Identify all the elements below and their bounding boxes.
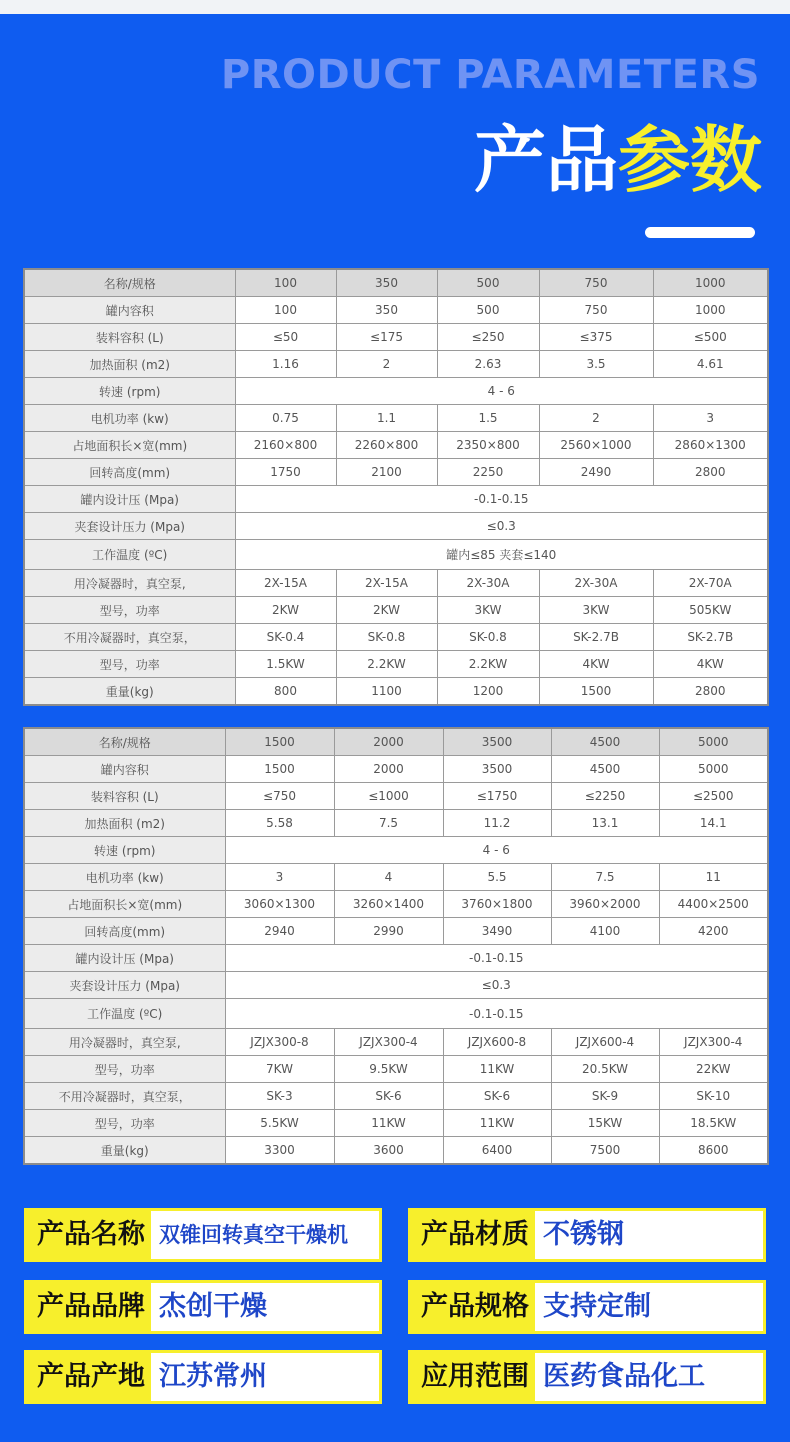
info-key: 产品名称 — [27, 1211, 151, 1259]
table-cell: 2000 — [334, 756, 443, 783]
table-cell: 3600 — [334, 1137, 443, 1165]
table-cell-merged: 罐内≤85 夹套≤140 — [235, 540, 768, 570]
info-value: 杰创干燥 — [151, 1283, 379, 1331]
table-row — [24, 597, 768, 624]
table-row — [24, 378, 768, 405]
table-row — [24, 297, 768, 324]
table-cell: 5000 — [659, 756, 768, 783]
table-cell: ≤1000 — [334, 783, 443, 810]
row-label: 重量(kg) — [24, 1137, 225, 1165]
table-cell: 1000 — [653, 269, 768, 297]
table-cell: ≤1750 — [443, 783, 551, 810]
table-cell: 2X-15A — [336, 570, 437, 597]
table-cell: 2X-30A — [437, 570, 539, 597]
row-label: 工作温度 (ºC) — [24, 999, 225, 1029]
table-cell: SK-6 — [443, 1083, 551, 1110]
row-label: 型号，功率 — [24, 651, 235, 678]
info-value: 医药食品化工 — [535, 1353, 763, 1401]
table-row — [24, 756, 768, 783]
table-cell: 2160×800 — [235, 432, 336, 459]
row-label: 用冷凝器时，真空泵, — [24, 1029, 225, 1056]
row-label: 夹套设计压力 (Mpa) — [24, 972, 225, 999]
table-cell: 2 — [539, 405, 653, 432]
table-cell: 5.5KW — [225, 1110, 334, 1137]
table-cell-merged: -0.1-0.15 — [235, 486, 768, 513]
table-cell: ≤500 — [653, 324, 768, 351]
table-cell: 9.5KW — [334, 1056, 443, 1083]
spec-table-1 — [23, 268, 769, 706]
table-cell: 2100 — [336, 459, 437, 486]
table-cell: 2260×800 — [336, 432, 437, 459]
table-cell: 14.1 — [659, 810, 768, 837]
title-cn-yellow: 参数 — [617, 118, 762, 202]
table-cell: 4500 — [551, 728, 659, 756]
table-cell: 11KW — [443, 1056, 551, 1083]
section-title-en: PRODUCT PARAMETERS — [220, 52, 760, 98]
table-cell: 22KW — [659, 1056, 768, 1083]
table-cell: 1500 — [225, 756, 334, 783]
table-cell-merged: ≤0.3 — [235, 513, 768, 540]
table-cell: 4KW — [653, 651, 768, 678]
table-cell: ≤250 — [437, 324, 539, 351]
table-row — [24, 405, 768, 432]
info-key: 产品材质 — [411, 1211, 535, 1259]
title-cn-white: 产品 — [473, 118, 618, 202]
table-cell: 3500 — [443, 756, 551, 783]
table-cell: 2.2KW — [437, 651, 539, 678]
table-cell: 3490 — [443, 918, 551, 945]
table-cell: 1.5 — [437, 405, 539, 432]
table-cell: 1000 — [653, 297, 768, 324]
table-cell: JZJX600-4 — [551, 1029, 659, 1056]
table-row — [24, 783, 768, 810]
table-row — [24, 1029, 768, 1056]
table-cell: 1.5KW — [235, 651, 336, 678]
table-cell: ≤175 — [336, 324, 437, 351]
table-cell: 2 — [336, 351, 437, 378]
info-key: 产品规格 — [411, 1283, 535, 1331]
row-label: 工作温度 (ºC) — [24, 540, 235, 570]
table-cell: 2KW — [235, 597, 336, 624]
table-row — [24, 1137, 768, 1165]
table-cell: 5.58 — [225, 810, 334, 837]
table-cell: 0.75 — [235, 405, 336, 432]
table-cell: 500 — [437, 297, 539, 324]
table-cell: 3760×1800 — [443, 891, 551, 918]
table-cell: 11KW — [334, 1110, 443, 1137]
table-cell: 100 — [235, 297, 336, 324]
table-cell: SK-0.8 — [336, 624, 437, 651]
table-cell: SK-6 — [334, 1083, 443, 1110]
table-row — [24, 837, 768, 864]
table-header-row — [24, 269, 768, 297]
table-row — [24, 999, 768, 1029]
row-label: 型号，功率 — [24, 1056, 225, 1083]
table-cell: 2KW — [336, 597, 437, 624]
table-cell: 100 — [235, 269, 336, 297]
row-label: 转速 (rpm) — [24, 837, 225, 864]
table-row — [24, 1056, 768, 1083]
table-cell: 500 — [437, 269, 539, 297]
table-cell: 1500 — [539, 678, 653, 706]
table-cell-merged: 4 - 6 — [225, 837, 768, 864]
table-row — [24, 540, 768, 570]
table-cell: 2250 — [437, 459, 539, 486]
table-cell: 4400×2500 — [659, 891, 768, 918]
table-cell: 2.2KW — [336, 651, 437, 678]
info-key: 应用范围 — [411, 1353, 535, 1401]
row-label: 不用冷凝器时，真空泵， — [24, 1083, 225, 1110]
table-cell: 2490 — [539, 459, 653, 486]
row-label: 名称/规格 — [24, 728, 225, 756]
table-cell: 4.61 — [653, 351, 768, 378]
table-cell: 3KW — [539, 597, 653, 624]
table-cell: 750 — [539, 297, 653, 324]
table-cell-merged: ≤0.3 — [225, 972, 768, 999]
table-cell: 350 — [336, 297, 437, 324]
table-row — [24, 624, 768, 651]
table-row — [24, 891, 768, 918]
info-product-material — [408, 1208, 766, 1262]
info-product-origin — [24, 1350, 382, 1404]
table-cell: 2560×1000 — [539, 432, 653, 459]
table-cell: 3.5 — [539, 351, 653, 378]
table-cell: 2940 — [225, 918, 334, 945]
row-label: 转速 (rpm) — [24, 378, 235, 405]
table-row — [24, 651, 768, 678]
row-label: 不用冷凝器时，真空泵， — [24, 624, 235, 651]
table-cell: JZJX300-4 — [659, 1029, 768, 1056]
row-label: 罐内设计压 (Mpa) — [24, 486, 235, 513]
table-cell: 3060×1300 — [225, 891, 334, 918]
table-cell: SK-3 — [225, 1083, 334, 1110]
table-cell: 350 — [336, 269, 437, 297]
table-cell: 3KW — [437, 597, 539, 624]
table-cell-merged: -0.1-0.15 — [225, 999, 768, 1029]
row-label: 占地面积长×宽(mm) — [24, 891, 225, 918]
table-row — [24, 459, 768, 486]
table-cell: 1200 — [437, 678, 539, 706]
row-label: 电机功率 (kw) — [24, 864, 225, 891]
table-cell: JZJX300-8 — [225, 1029, 334, 1056]
table-cell: 2X-30A — [539, 570, 653, 597]
table-cell: 20.5KW — [551, 1056, 659, 1083]
table-cell: 2X-15A — [235, 570, 336, 597]
table-cell: 11 — [659, 864, 768, 891]
table-cell: 15KW — [551, 1110, 659, 1137]
table-cell: SK-2.7B — [653, 624, 768, 651]
table-cell: 2860×1300 — [653, 432, 768, 459]
table-cell: 11KW — [443, 1110, 551, 1137]
table-cell: 2000 — [334, 728, 443, 756]
row-label: 回转高度(mm) — [24, 459, 235, 486]
table-cell: 3260×1400 — [334, 891, 443, 918]
row-label: 罐内容积 — [24, 756, 225, 783]
table-cell: ≤375 — [539, 324, 653, 351]
table-cell: 4KW — [539, 651, 653, 678]
table-cell: 11.2 — [443, 810, 551, 837]
row-label: 加热面积 (m2) — [24, 810, 225, 837]
info-value: 双锥回转真空干燥机 — [151, 1211, 379, 1259]
table-row — [24, 570, 768, 597]
table-cell: 2800 — [653, 678, 768, 706]
table-cell: ≤2250 — [551, 783, 659, 810]
info-key: 产品产地 — [27, 1353, 151, 1401]
section-title-cn — [474, 118, 762, 202]
table-row — [24, 324, 768, 351]
table-cell: 3960×2000 — [551, 891, 659, 918]
info-product-name — [24, 1208, 382, 1262]
table-cell: 2.63 — [437, 351, 539, 378]
table-cell: SK-9 — [551, 1083, 659, 1110]
info-value: 支持定制 — [535, 1283, 763, 1331]
row-label: 型号，功率 — [24, 597, 235, 624]
table-cell: 7500 — [551, 1137, 659, 1165]
table-cell: 750 — [539, 269, 653, 297]
table-cell: 2800 — [653, 459, 768, 486]
table-cell: ≤50 — [235, 324, 336, 351]
table-cell: 4100 — [551, 918, 659, 945]
row-label: 装料容积 (L) — [24, 324, 235, 351]
table-row — [24, 513, 768, 540]
table-cell: SK-0.8 — [437, 624, 539, 651]
row-label: 型号，功率 — [24, 1110, 225, 1137]
spec-table-2 — [23, 727, 769, 1165]
table-cell: 7KW — [225, 1056, 334, 1083]
row-label: 名称/规格 — [24, 269, 235, 297]
table-cell: 18.5KW — [659, 1110, 768, 1137]
row-label: 用冷凝器时，真空泵, — [24, 570, 235, 597]
table-cell: 1.1 — [336, 405, 437, 432]
table-cell: ≤750 — [225, 783, 334, 810]
table-row — [24, 864, 768, 891]
table-row — [24, 486, 768, 513]
table-row — [24, 918, 768, 945]
row-label: 夹套设计压力 (Mpa) — [24, 513, 235, 540]
table-cell: 5.5 — [443, 864, 551, 891]
table-cell-merged: 4 - 6 — [235, 378, 768, 405]
table-cell: 3 — [653, 405, 768, 432]
title-underline-bar — [645, 227, 755, 238]
row-label: 加热面积 (m2) — [24, 351, 235, 378]
table-cell: 5000 — [659, 728, 768, 756]
row-label: 回转高度(mm) — [24, 918, 225, 945]
table-cell: SK-10 — [659, 1083, 768, 1110]
row-label: 重量(kg) — [24, 678, 235, 706]
table-cell: 3500 — [443, 728, 551, 756]
top-strip — [0, 0, 790, 14]
table-row — [24, 678, 768, 706]
table-cell: 7.5 — [551, 864, 659, 891]
table-cell: 3300 — [225, 1137, 334, 1165]
table-cell: 4 — [334, 864, 443, 891]
table-row — [24, 810, 768, 837]
table-row — [24, 1110, 768, 1137]
table-cell: SK-2.7B — [539, 624, 653, 651]
table-row — [24, 945, 768, 972]
row-label: 占地面积长×宽(mm) — [24, 432, 235, 459]
info-application-scope — [408, 1350, 766, 1404]
table-row — [24, 432, 768, 459]
table-cell: 800 — [235, 678, 336, 706]
table-cell: 8600 — [659, 1137, 768, 1165]
table-cell: 505KW — [653, 597, 768, 624]
row-label: 罐内设计压 (Mpa) — [24, 945, 225, 972]
table-cell: 4200 — [659, 918, 768, 945]
table-cell: 6400 — [443, 1137, 551, 1165]
info-product-spec — [408, 1280, 766, 1334]
table-cell: 1500 — [225, 728, 334, 756]
table-cell: 2X-70A — [653, 570, 768, 597]
info-value: 江苏常州 — [151, 1353, 379, 1401]
table-cell: 4500 — [551, 756, 659, 783]
info-value: 不锈钢 — [535, 1211, 763, 1259]
table-cell: 1100 — [336, 678, 437, 706]
info-key: 产品品牌 — [27, 1283, 151, 1331]
table-cell: 2350×800 — [437, 432, 539, 459]
info-product-brand — [24, 1280, 382, 1334]
table-row — [24, 351, 768, 378]
row-label: 电机功率 (kw) — [24, 405, 235, 432]
table-cell: JZJX300-4 — [334, 1029, 443, 1056]
table-cell-merged: -0.1-0.15 — [225, 945, 768, 972]
table-cell: SK-0.4 — [235, 624, 336, 651]
table-row — [24, 972, 768, 999]
row-label: 装料容积 (L) — [24, 783, 225, 810]
table-header-row — [24, 728, 768, 756]
table-cell: 2990 — [334, 918, 443, 945]
table-cell: ≤2500 — [659, 783, 768, 810]
table-row — [24, 1083, 768, 1110]
table-cell: 13.1 — [551, 810, 659, 837]
table-cell: 1.16 — [235, 351, 336, 378]
table-cell: 3 — [225, 864, 334, 891]
table-cell: JZJX600-8 — [443, 1029, 551, 1056]
table-cell: 7.5 — [334, 810, 443, 837]
row-label: 罐内容积 — [24, 297, 235, 324]
table-cell: 1750 — [235, 459, 336, 486]
